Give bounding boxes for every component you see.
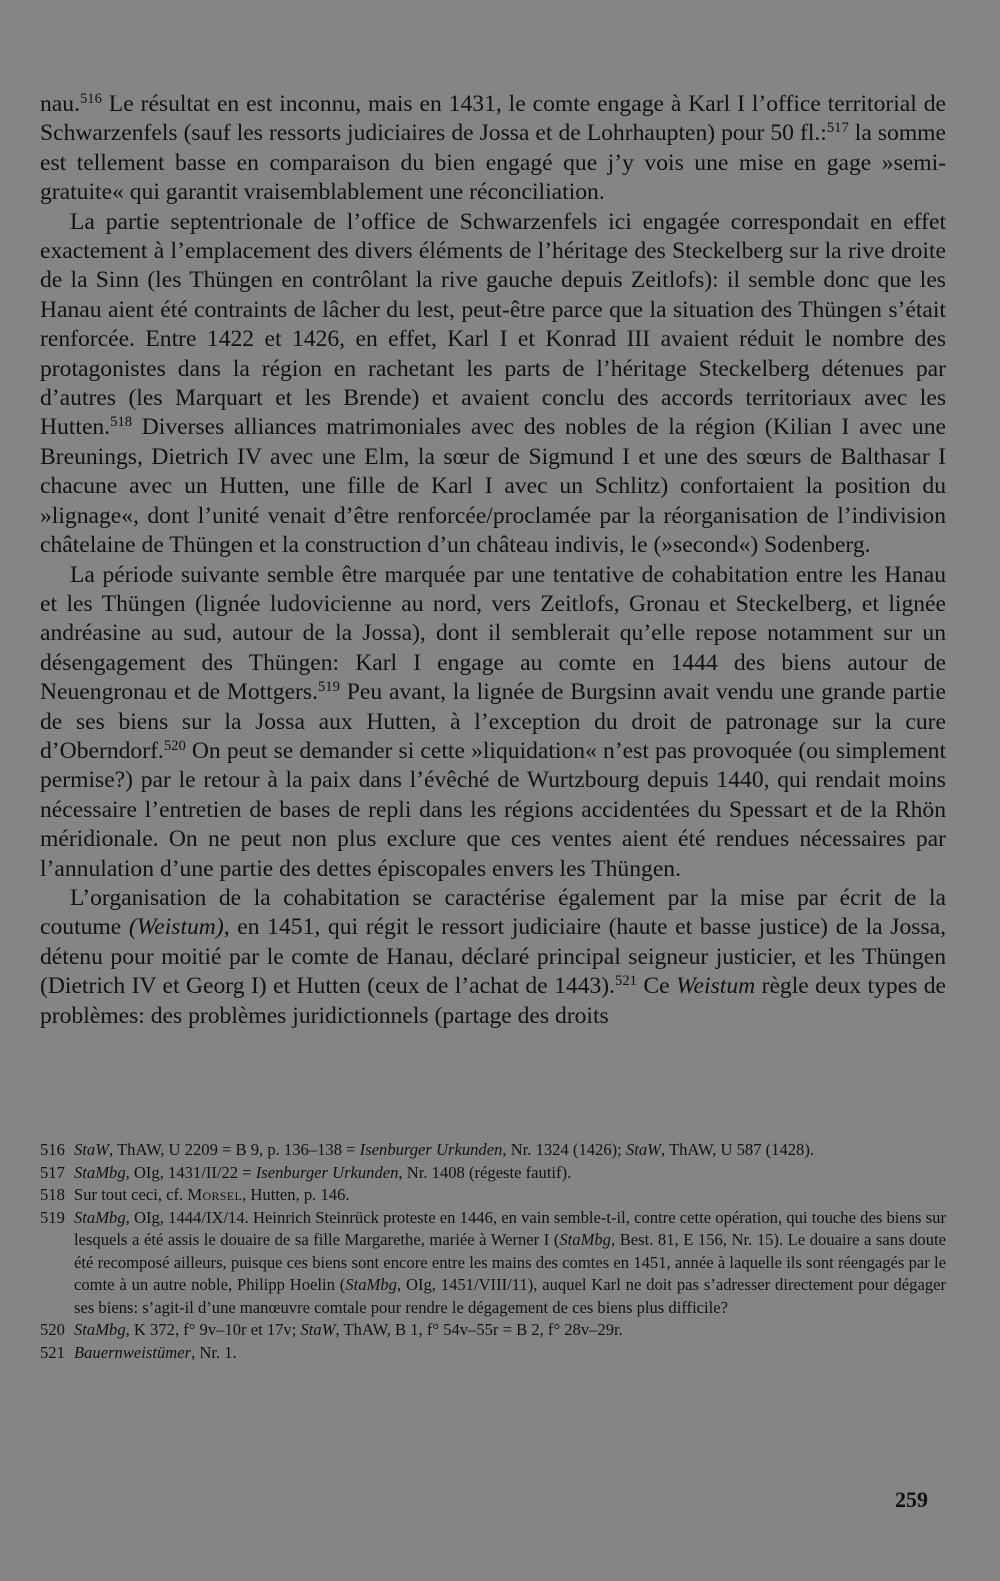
footnote-ref: 518 — [110, 414, 133, 431]
footnote-number: 521 — [40, 1342, 65, 1362]
text-run: Peu avant, la lignée de Burgsinn avait vendu une grande partie de ses biens sur la Jossa aux Hutten, à l’exception du droit de patronage sur la cure d’Oberndorf. — [40, 679, 946, 764]
footnote-number: 517 — [40, 1162, 65, 1182]
footnote — [40, 1139, 946, 1162]
text-run: , ThAW, U 587 (1428). — [660, 1140, 815, 1159]
text-run: , Nr. 1408 (régeste fautif). — [398, 1162, 572, 1182]
text-run: Ce — [636, 973, 677, 1000]
footnote-number: 519 — [40, 1207, 65, 1227]
text-run: La partie septentrionale de l’office de Schwarzenfels ici engagée correspondait en effet exactement à l’emplacement des divers éléments de l’héritage des Steckelberg sur la rive droite de la Sinn (les Thüngen en contrôlant la rive gauche depuis Zeitlofs): il semble donc que les Hanau aient été contraints de lâcher du lest, peut-être parce que la situation des Thüngen s’était renforcée. Entre 1422 et 1426, en effet, Karl I et Konrad III avaient réduit le nombre des protagonistes dans la région en rachetant les parts de l’héritage Steckelberg détenues par d’autres (les Marquart et les Brende) et avaient conclu des accords territoriaux avec les Hutten. — [40, 208, 946, 441]
text-run: , OIg, 1451/VIII/11), auquel Karl ne doit pas s’adresser directement pour dégager ses biens: s’agit-il d’une manœuvre comtale pour rendre le dégagement de ces biens plus difficile? — [74, 1275, 947, 1317]
body-paragraph — [40, 208, 946, 561]
italic-text: StaMbg — [559, 1230, 611, 1249]
body-paragraph — [40, 90, 946, 208]
text-run: , ThAW, B 1, f° 54v–55r = B 2, f° 28v–29r. — [335, 1320, 623, 1339]
text-run: Sur tout ceci, cf. — [74, 1185, 188, 1204]
text-run: nau. — [40, 91, 80, 117]
footnote — [40, 1162, 946, 1185]
body-paragraph — [40, 561, 946, 884]
text-run: Le résultat en est inconnu, mais en 1431, le comte engage à Karl I l’office territorial de Schwarzenfels (sauf les ressorts judiciaires de Jossa et de Lohrhaupten) pour 50 fl.: — [40, 91, 946, 147]
footnotes — [40, 1139, 946, 1364]
italic-text: StaMbg — [74, 1320, 126, 1339]
footnote-ref: 520 — [163, 737, 186, 754]
footnote — [40, 1319, 946, 1342]
footnote-number: 518 — [40, 1185, 65, 1204]
text-run: , Nr. 1. — [191, 1342, 237, 1362]
italic-text: Isenburger Urkunden — [359, 1140, 503, 1159]
page-number: 259 — [895, 1487, 928, 1512]
footnote — [40, 1184, 946, 1207]
text-run: , Best. 81, E 156, Nr. 15). Le douaire a sans doute été recomposé ailleurs, puisque ces biens sont encore entre les mains des comtes en 1451, année à laquelle ils sont réengagés par le comte à un autre noble, Philipp Hoelin ( — [74, 1230, 946, 1294]
footnote-ref: 516 — [79, 90, 102, 107]
text-run: , Hutten, p. 146. — [242, 1185, 350, 1204]
italic-text: (Weistum) — [128, 914, 224, 941]
text-run: L’organisation de la cohabitation se caractérise également par la mise par écrit de la coutume — [40, 884, 946, 941]
italic-text: StaMbg — [74, 1207, 126, 1227]
text-run: , K 372, f° 9v–10r et 17v; — [125, 1320, 301, 1339]
italic-text: StaW — [625, 1140, 661, 1159]
text-run: Diverses alliances matrimoniales avec des nobles de la région (Kilian I avec une Breunings, Dietrich IV avec une Elm, la sœur de Sigmund I et une des sœurs de Balthasar I chacune avec un Hutten, une fille de Karl I avec un Schlitz) confortaient la position du »lignage«, dont l’unité venait d’être renforcée/proclamée par la réorganisation de l’indivision châtelaine de Thüngen et la construction d’un château indivis, le (»second«) Sodenberg. — [40, 414, 946, 559]
italic-text: StaMbg — [345, 1275, 397, 1294]
main-text — [40, 90, 946, 1031]
italic-text: Isenburger Urkunden — [255, 1162, 399, 1182]
italic-text: Bauernweistümer — [74, 1342, 192, 1362]
text-run: , en 1451, qui régit le ressort judiciaire (haute et basse justice) de la Jossa, détenu pour moitié par le comte de Hanau, déclaré principal seigneur justicier, et les Thüngen (Dietrich IV et Georg I) et Hutten (ceux de l’achat de 1443). — [40, 914, 947, 1000]
italic-text: StaW — [74, 1140, 110, 1159]
italic-text: Weistum — [676, 973, 756, 1000]
text-run: règle deux types de problèmes: des problèmes juridictionnels (partage des droits — [40, 973, 946, 1029]
footnote — [40, 1342, 946, 1365]
footnote-ref: 519 — [317, 679, 340, 696]
footnote — [40, 1207, 946, 1320]
body-paragraph — [40, 884, 946, 1031]
text-run: la somme est tellement basse en comparaison du bien engagé que j’y vois une mise en gage »semi-gratuite« qui garantit vraisemblablement une réconciliation. — [40, 120, 946, 206]
text-run: , OIg, 1444/IX/14. Heinrich Steinrück proteste en 1446, en vain semble-t-il, contre cette opération, qui touche des biens sur lesquels a été assis le douaire de sa fille Margarethe, mariée à Werner I ( — [74, 1207, 946, 1249]
author-name: Morsel — [187, 1185, 243, 1204]
italic-text: StaW — [300, 1320, 336, 1339]
footnote-ref: 517 — [826, 120, 849, 137]
footnote-number: 520 — [40, 1320, 65, 1339]
text-run: , ThAW, U 2209 = B 9, p. 136–138 = — [109, 1140, 360, 1159]
footnote-number: 516 — [40, 1140, 65, 1159]
text-run: , Nr. 1324 (1426); — [502, 1140, 626, 1159]
italic-text: StaMbg — [74, 1162, 126, 1182]
footnote-ref: 521 — [615, 973, 637, 990]
text-run: La période suivante semble être marquée par une tentative de cohabitation entre les Hanau et les Thüngen (lignée ludovicienne au nord, vers Zeitlofs, Gronau et Steckelberg, et lignée andréasine au sud, autour de la Jossa), dont il semblerait qu’elle repose notamment sur un désengagement des Thüngen: Karl I engage au comte en 1444 des biens autour de Neuengronau et de Mottgers. — [40, 561, 946, 706]
text-run: On peut se demander si cette »liquidation« n’est pas provoquée (ou simplement permise?) par le retour à la paix dans l’évêché de Wurtzbourg depuis 1440, qui rendait moins nécessaire l’entretien de bases de repli dans les régions accidentées du Spessart et de la Rhön méridionale. On ne peut non plus exclure que ces ventes aient été rendues nécessaires par l’annulation d’une partie des dettes épiscopales envers les Thüngen. — [40, 737, 946, 882]
text-run: , OIg, 1431/II/22 = — [125, 1162, 256, 1182]
